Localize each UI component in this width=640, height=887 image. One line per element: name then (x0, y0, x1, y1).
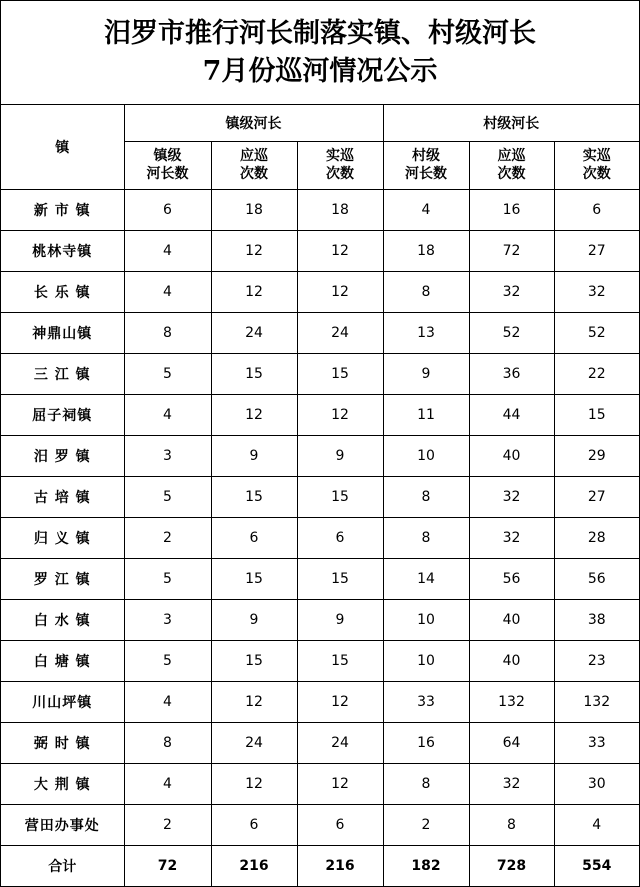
village-due-cell: 36 (469, 353, 554, 394)
village-due-cell: 32 (469, 271, 554, 312)
village-count-cell: 10 (383, 640, 469, 681)
village-count-cell: 8 (383, 763, 469, 804)
town-cell: 古 培 镇 (1, 476, 124, 517)
table-row (1, 558, 639, 599)
village-done-cell: 33 (554, 722, 639, 763)
town-count-cell: 4 (124, 230, 211, 271)
total-village-count-cell: 182 (383, 845, 469, 887)
table-row (1, 353, 639, 394)
total-town-done-cell: 216 (297, 845, 383, 887)
village-count-cell: 16 (383, 722, 469, 763)
town-done-cell: 6 (297, 517, 383, 558)
town-done-cell: 12 (297, 763, 383, 804)
town-cell: 川山坪镇 (1, 681, 124, 722)
town-done-cell: 24 (297, 722, 383, 763)
village-due-cell: 40 (469, 640, 554, 681)
village-count-cell: 8 (383, 271, 469, 312)
town-due-cell: 12 (211, 394, 297, 435)
table-body (1, 189, 639, 887)
header-town-due: 应巡 次数 (211, 141, 297, 189)
village-due-cell: 72 (469, 230, 554, 271)
total-village-done-cell: 554 (554, 845, 639, 887)
town-done-cell: 9 (297, 599, 383, 640)
village-due-cell: 64 (469, 722, 554, 763)
table-row (1, 681, 639, 722)
town-count-cell: 8 (124, 312, 211, 353)
town-due-cell: 12 (211, 763, 297, 804)
town-cell: 归 义 镇 (1, 517, 124, 558)
village-count-cell: 2 (383, 804, 469, 845)
town-count-cell: 5 (124, 476, 211, 517)
village-done-cell: 56 (554, 558, 639, 599)
village-count-cell: 8 (383, 476, 469, 517)
village-done-cell: 132 (554, 681, 639, 722)
town-cell: 营田办事处 (1, 804, 124, 845)
village-due-cell: 32 (469, 476, 554, 517)
header-village-done: 实巡 次数 (554, 141, 639, 189)
town-done-cell: 12 (297, 230, 383, 271)
village-done-cell: 4 (554, 804, 639, 845)
page-title (1, 1, 639, 105)
town-done-cell: 12 (297, 394, 383, 435)
town-due-cell: 12 (211, 681, 297, 722)
village-done-cell: 38 (554, 599, 639, 640)
town-due-cell: 18 (211, 189, 297, 230)
town-cell: 新 市 镇 (1, 189, 124, 230)
town-count-cell: 3 (124, 435, 211, 476)
village-count-cell: 10 (383, 435, 469, 476)
town-count-cell: 8 (124, 722, 211, 763)
header-village-due: 应巡 次数 (469, 141, 554, 189)
total-row (1, 845, 639, 887)
header-village-count: 村级 河长数 (383, 141, 469, 189)
town-done-cell: 24 (297, 312, 383, 353)
town-done-cell: 9 (297, 435, 383, 476)
village-due-cell: 44 (469, 394, 554, 435)
town-done-cell: 12 (297, 681, 383, 722)
village-done-cell: 29 (554, 435, 639, 476)
town-due-cell: 15 (211, 353, 297, 394)
table-row (1, 476, 639, 517)
town-cell: 屈子祠镇 (1, 394, 124, 435)
town-due-cell: 6 (211, 517, 297, 558)
village-count-cell: 4 (383, 189, 469, 230)
village-done-cell: 30 (554, 763, 639, 804)
village-count-cell: 14 (383, 558, 469, 599)
village-count-cell: 9 (383, 353, 469, 394)
title-line-1: 汨罗市推行河长制落实镇、村级河长 (104, 17, 536, 49)
town-due-cell: 12 (211, 230, 297, 271)
town-cell: 汨 罗 镇 (1, 435, 124, 476)
village-due-cell: 8 (469, 804, 554, 845)
village-count-cell: 13 (383, 312, 469, 353)
town-due-cell: 24 (211, 312, 297, 353)
table-row (1, 804, 639, 845)
town-done-cell: 6 (297, 804, 383, 845)
village-count-cell: 33 (383, 681, 469, 722)
town-due-cell: 15 (211, 640, 297, 681)
village-due-cell: 40 (469, 435, 554, 476)
header-town-count: 镇级 河长数 (124, 141, 211, 189)
town-count-cell: 2 (124, 517, 211, 558)
table-row (1, 271, 639, 312)
header-town-done: 实巡 次数 (297, 141, 383, 189)
town-done-cell: 15 (297, 640, 383, 681)
village-due-cell: 32 (469, 763, 554, 804)
town-due-cell: 9 (211, 599, 297, 640)
town-count-cell: 5 (124, 640, 211, 681)
town-count-cell: 4 (124, 681, 211, 722)
table-row (1, 230, 639, 271)
table-row (1, 722, 639, 763)
village-done-cell: 27 (554, 230, 639, 271)
town-cell: 大 荆 镇 (1, 763, 124, 804)
village-due-cell: 52 (469, 312, 554, 353)
village-count-cell: 18 (383, 230, 469, 271)
town-done-cell: 15 (297, 353, 383, 394)
village-done-cell: 28 (554, 517, 639, 558)
village-due-cell: 16 (469, 189, 554, 230)
header-group-town: 镇级河长 (124, 105, 383, 141)
town-count-cell: 3 (124, 599, 211, 640)
table-row (1, 394, 639, 435)
town-cell: 三 江 镇 (1, 353, 124, 394)
total-town-count-cell: 72 (124, 845, 211, 887)
village-due-cell: 40 (469, 599, 554, 640)
village-count-cell: 8 (383, 517, 469, 558)
table-row (1, 312, 639, 353)
town-cell: 白 水 镇 (1, 599, 124, 640)
title-line-2: 7月份巡河情况公示 (202, 55, 438, 87)
town-count-cell: 6 (124, 189, 211, 230)
village-done-cell: 6 (554, 189, 639, 230)
table-row (1, 435, 639, 476)
town-count-cell: 5 (124, 558, 211, 599)
town-count-cell: 4 (124, 271, 211, 312)
town-count-cell: 2 (124, 804, 211, 845)
total-town-due-cell: 216 (211, 845, 297, 887)
village-done-cell: 32 (554, 271, 639, 312)
town-cell: 白 塘 镇 (1, 640, 124, 681)
total-town-cell: 合计 (1, 845, 124, 887)
village-done-cell: 15 (554, 394, 639, 435)
town-due-cell: 24 (211, 722, 297, 763)
town-due-cell: 6 (211, 804, 297, 845)
table-row (1, 189, 639, 230)
town-done-cell: 12 (297, 271, 383, 312)
town-cell: 桃林寺镇 (1, 230, 124, 271)
village-done-cell: 23 (554, 640, 639, 681)
village-done-cell: 22 (554, 353, 639, 394)
village-done-cell: 27 (554, 476, 639, 517)
town-due-cell: 12 (211, 271, 297, 312)
town-due-cell: 9 (211, 435, 297, 476)
town-count-cell: 4 (124, 763, 211, 804)
total-village-due-cell: 728 (469, 845, 554, 887)
table-row (1, 599, 639, 640)
header-group-village: 村级河长 (383, 105, 639, 141)
town-done-cell: 15 (297, 558, 383, 599)
town-cell: 长 乐 镇 (1, 271, 124, 312)
town-due-cell: 15 (211, 476, 297, 517)
table-row (1, 763, 639, 804)
town-count-cell: 4 (124, 394, 211, 435)
town-cell: 罗 江 镇 (1, 558, 124, 599)
town-done-cell: 18 (297, 189, 383, 230)
village-count-cell: 11 (383, 394, 469, 435)
town-count-cell: 5 (124, 353, 211, 394)
town-cell: 神鼎山镇 (1, 312, 124, 353)
table-row (1, 640, 639, 681)
village-due-cell: 132 (469, 681, 554, 722)
village-due-cell: 32 (469, 517, 554, 558)
village-count-cell: 10 (383, 599, 469, 640)
town-done-cell: 15 (297, 476, 383, 517)
village-due-cell: 56 (469, 558, 554, 599)
town-cell: 弼 时 镇 (1, 722, 124, 763)
header-town: 镇 (1, 105, 124, 189)
town-due-cell: 15 (211, 558, 297, 599)
village-done-cell: 52 (554, 312, 639, 353)
table-row (1, 517, 639, 558)
patrol-table (1, 105, 639, 887)
